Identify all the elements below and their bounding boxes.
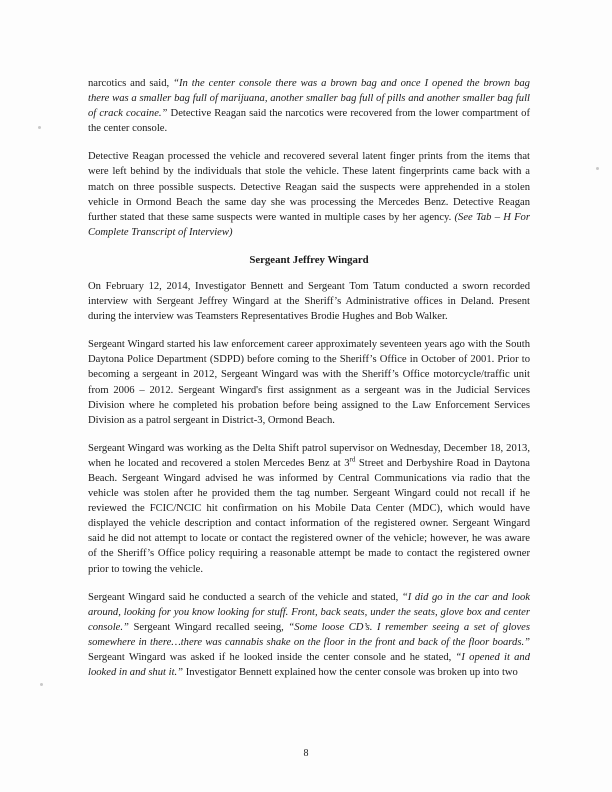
scan-speck bbox=[38, 126, 41, 129]
quoted-text: “I opened it and looked in and shut it.” bbox=[88, 652, 530, 679]
quoted-text: (See Tab – H For Complete Transcript of Interview) bbox=[88, 211, 530, 238]
paragraph-text: Sergeant Wingard said he conducted a search of the vehicle and stated, bbox=[88, 591, 402, 603]
body-paragraph bbox=[88, 337, 530, 428]
intro-paragraphs bbox=[88, 76, 530, 240]
section-paragraphs bbox=[88, 279, 530, 680]
body-paragraph bbox=[88, 441, 530, 577]
paragraph-text: Detective Reagan said the narcotics were recovered from the lower compartment of the center console. bbox=[88, 108, 530, 135]
quoted-text: “In the center console there was a brown bag and once I opened the brown bag there was a smaller bag full of marijuana, another smaller bag full of pills and another smaller bag full of crack cocaine.” bbox=[88, 78, 530, 120]
paragraph-text: Street and Derbyshire Road in Daytona Beach. Sergeant Wingard advised he was informed by Central Communications via radio that the vehicle was stolen after he provided them the tag number. Sergeant Wingard could not recall if he reviewed the FCIC/NCIC hit confirmation on his Mobile Data Center (MDC), which would have displayed the vehicle description and contact information of the registered owner. Sergeant Wingard said he did not attempt to locate or contact the registered owner of the vehicle; however, he was aware of the Sheriff’s Office policy requiring a reasonable attempt be made to contact the registered owner prior to towing the vehicle. bbox=[88, 457, 530, 575]
section-heading: Sergeant Jeffrey Wingard bbox=[249, 253, 369, 266]
paragraph-text: Sergeant Wingard was working as the Delta Shift patrol supervisor on Wednesday, December 18, 2013, when he located and recovered a stolen Mercedes Benz at 3 bbox=[88, 442, 530, 469]
paragraph-text: Sergeant Wingard started his law enforcement career approximately seventeen years ago with the South Daytona Police Department (SDPD) before coming to the Sheriff’s Office in October of 2001. Prior to becoming a sergeant in 2012, Sergeant Wingard was with the Sheriff’s Office motorcycle/traffic unit from 2006 – 2012. Sergeant Wingard's first assignment as a sergeant was in the Judicial Services Division where he completed his probation before being assigned to the Law Enforcement Services Division as a patrol sergeant in District-3, Ormond Beach. bbox=[88, 339, 530, 426]
body-paragraph bbox=[88, 279, 530, 324]
paragraph-text: Investigator Bennett explained how the center console was broken up into two bbox=[183, 667, 518, 679]
body-paragraph bbox=[88, 590, 530, 681]
quoted-text: “Some loose CD’s. I remember seeing a set of gloves somewhere in there…there was cannabis shake on the floor in the front and back of the floor boards.” bbox=[88, 621, 530, 648]
body-paragraph bbox=[88, 76, 530, 136]
paragraph-text: Detective Reagan processed the vehicle and recovered several latent finger prints from the items that were left behind by the individuals that stole the vehicle. These latent fingerprints came back with a match on three possible suspects. Detective Reagan said the suspects were apprehended in a stolen vehicle in Ormond Beach the same day she was processing the Mercedes Benz. Detective Reagan further stated that these same suspects were wanted in multiple cases by her agency. bbox=[88, 151, 530, 223]
paragraph-text: Sergeant Wingard recalled seeing, bbox=[128, 621, 289, 633]
paragraph-text: On February 12, 2014, Investigator Bennett and Sergeant Tom Tatum conducted a sworn recorded interview with Sergeant Jeffrey Wingard at the Sheriff’s Administrative offices in Deland. Present during the interview was Teamsters Representatives Brodie Hughes and Bob Walker. bbox=[88, 280, 530, 323]
page-number: 8 bbox=[303, 748, 309, 759]
paragraph-text: narcotics and said, bbox=[88, 78, 174, 89]
superscript-text: rd bbox=[349, 455, 356, 464]
body-paragraph bbox=[88, 149, 530, 240]
quoted-text: “I did go in the car and look around, looking for you know looking for stuff. Front, back seats, under the seats, glove box and center console.” bbox=[88, 591, 530, 633]
paragraph-text: Sergeant Wingard was asked if he looked inside the center console and he stated, bbox=[88, 652, 456, 663]
scan-speck bbox=[40, 683, 43, 686]
scan-speck bbox=[596, 167, 599, 170]
